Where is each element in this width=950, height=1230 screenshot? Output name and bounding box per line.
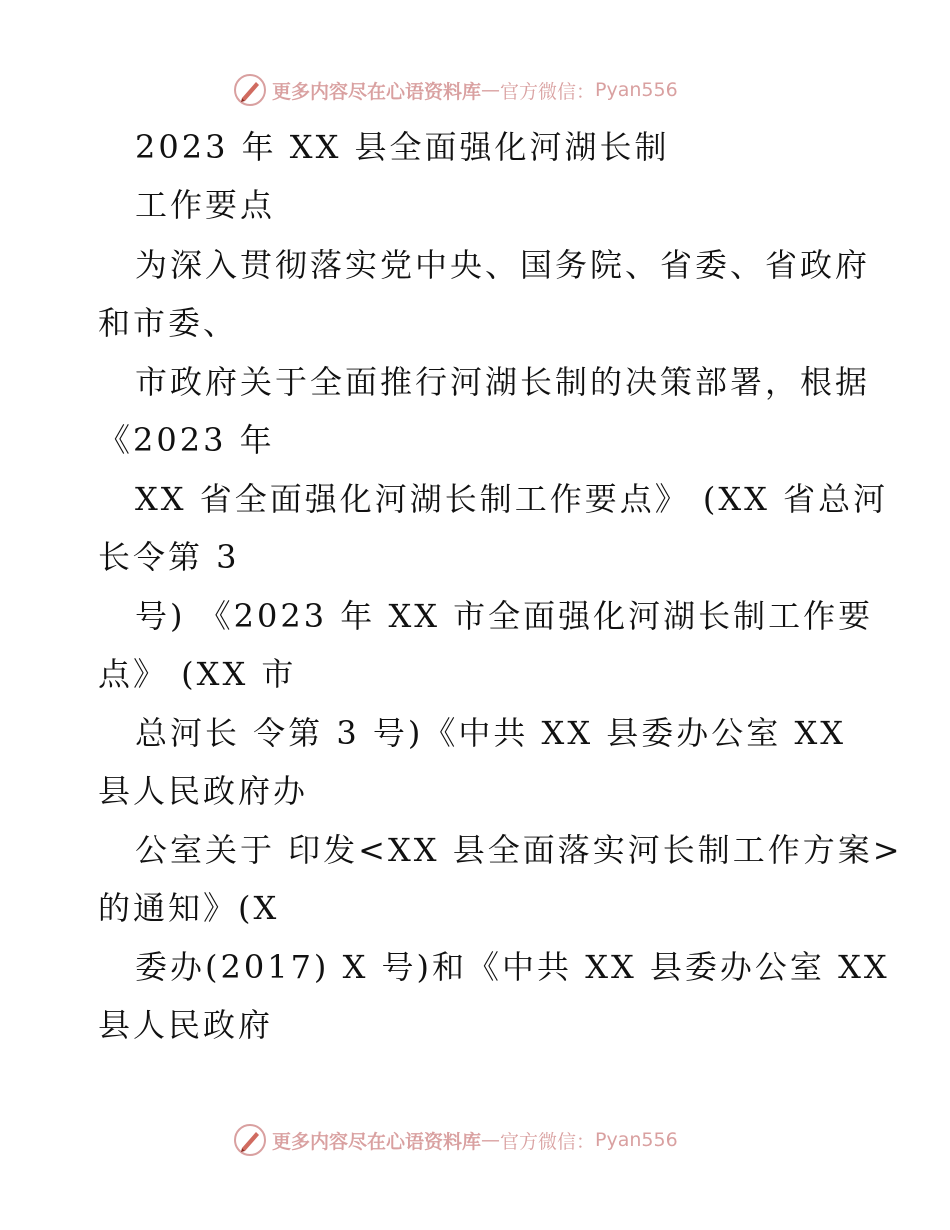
- paragraph-line: 市政府关于全面推行河湖长制的决策部署，根据: [135, 363, 871, 401]
- pen-logo-icon: [232, 72, 268, 108]
- paragraph-line: 号) 《2023 年 XX 市全面强化河湖长制工作要: [135, 597, 874, 635]
- watermark-text: 更多内容尽在心语资料库: [272, 80, 482, 103]
- watermark-wechat-label: 官方微信：: [500, 80, 596, 103]
- paragraph-line: 委办(2017) X 号)和《中共 XX 县委办公室 XX: [135, 948, 890, 986]
- watermark-wechat-id: Pyan556: [595, 1129, 678, 1151]
- paragraph-line: 《2023 年: [98, 421, 275, 459]
- watermark-wechat-id: Pyan556: [595, 79, 678, 101]
- paragraph-line: 县人民政府办: [98, 772, 309, 810]
- paragraph-line: 点》 (XX 市: [98, 655, 297, 693]
- watermark-wechat-label: 官方微信：: [500, 1130, 596, 1153]
- watermark-separator: —: [481, 79, 501, 101]
- header-watermark: [232, 72, 678, 108]
- paragraph-line: 和市委、: [98, 304, 239, 342]
- pen-logo-icon: [232, 1122, 268, 1158]
- watermark-separator: —: [481, 1129, 501, 1151]
- watermark-text: 更多内容尽在心语资料库: [272, 1130, 482, 1153]
- paragraph-line: XX 省全面强化河湖长制工作要点》 (XX 省总河: [135, 480, 889, 518]
- paragraph-line: 公室关于 印发<XX 县全面落实河长制工作方案>: [135, 831, 903, 869]
- footer-watermark: [232, 1122, 678, 1158]
- document-subtitle-line: 工作要点: [135, 186, 276, 224]
- paragraph-line: 总河长 令第 3 号)《中共 XX 县委办公室 XX: [135, 714, 847, 752]
- paragraph-line: 的通知》(X: [98, 889, 280, 927]
- paragraph-line: 为深入贯彻落实党中央、国务院、省委、省政府: [135, 246, 871, 284]
- paragraph-line: 县人民政府: [98, 1006, 274, 1044]
- document-title-line: 2023 年 XX 县全面强化河湖长制: [135, 128, 670, 166]
- paragraph-line: 长令第 3: [98, 538, 240, 576]
